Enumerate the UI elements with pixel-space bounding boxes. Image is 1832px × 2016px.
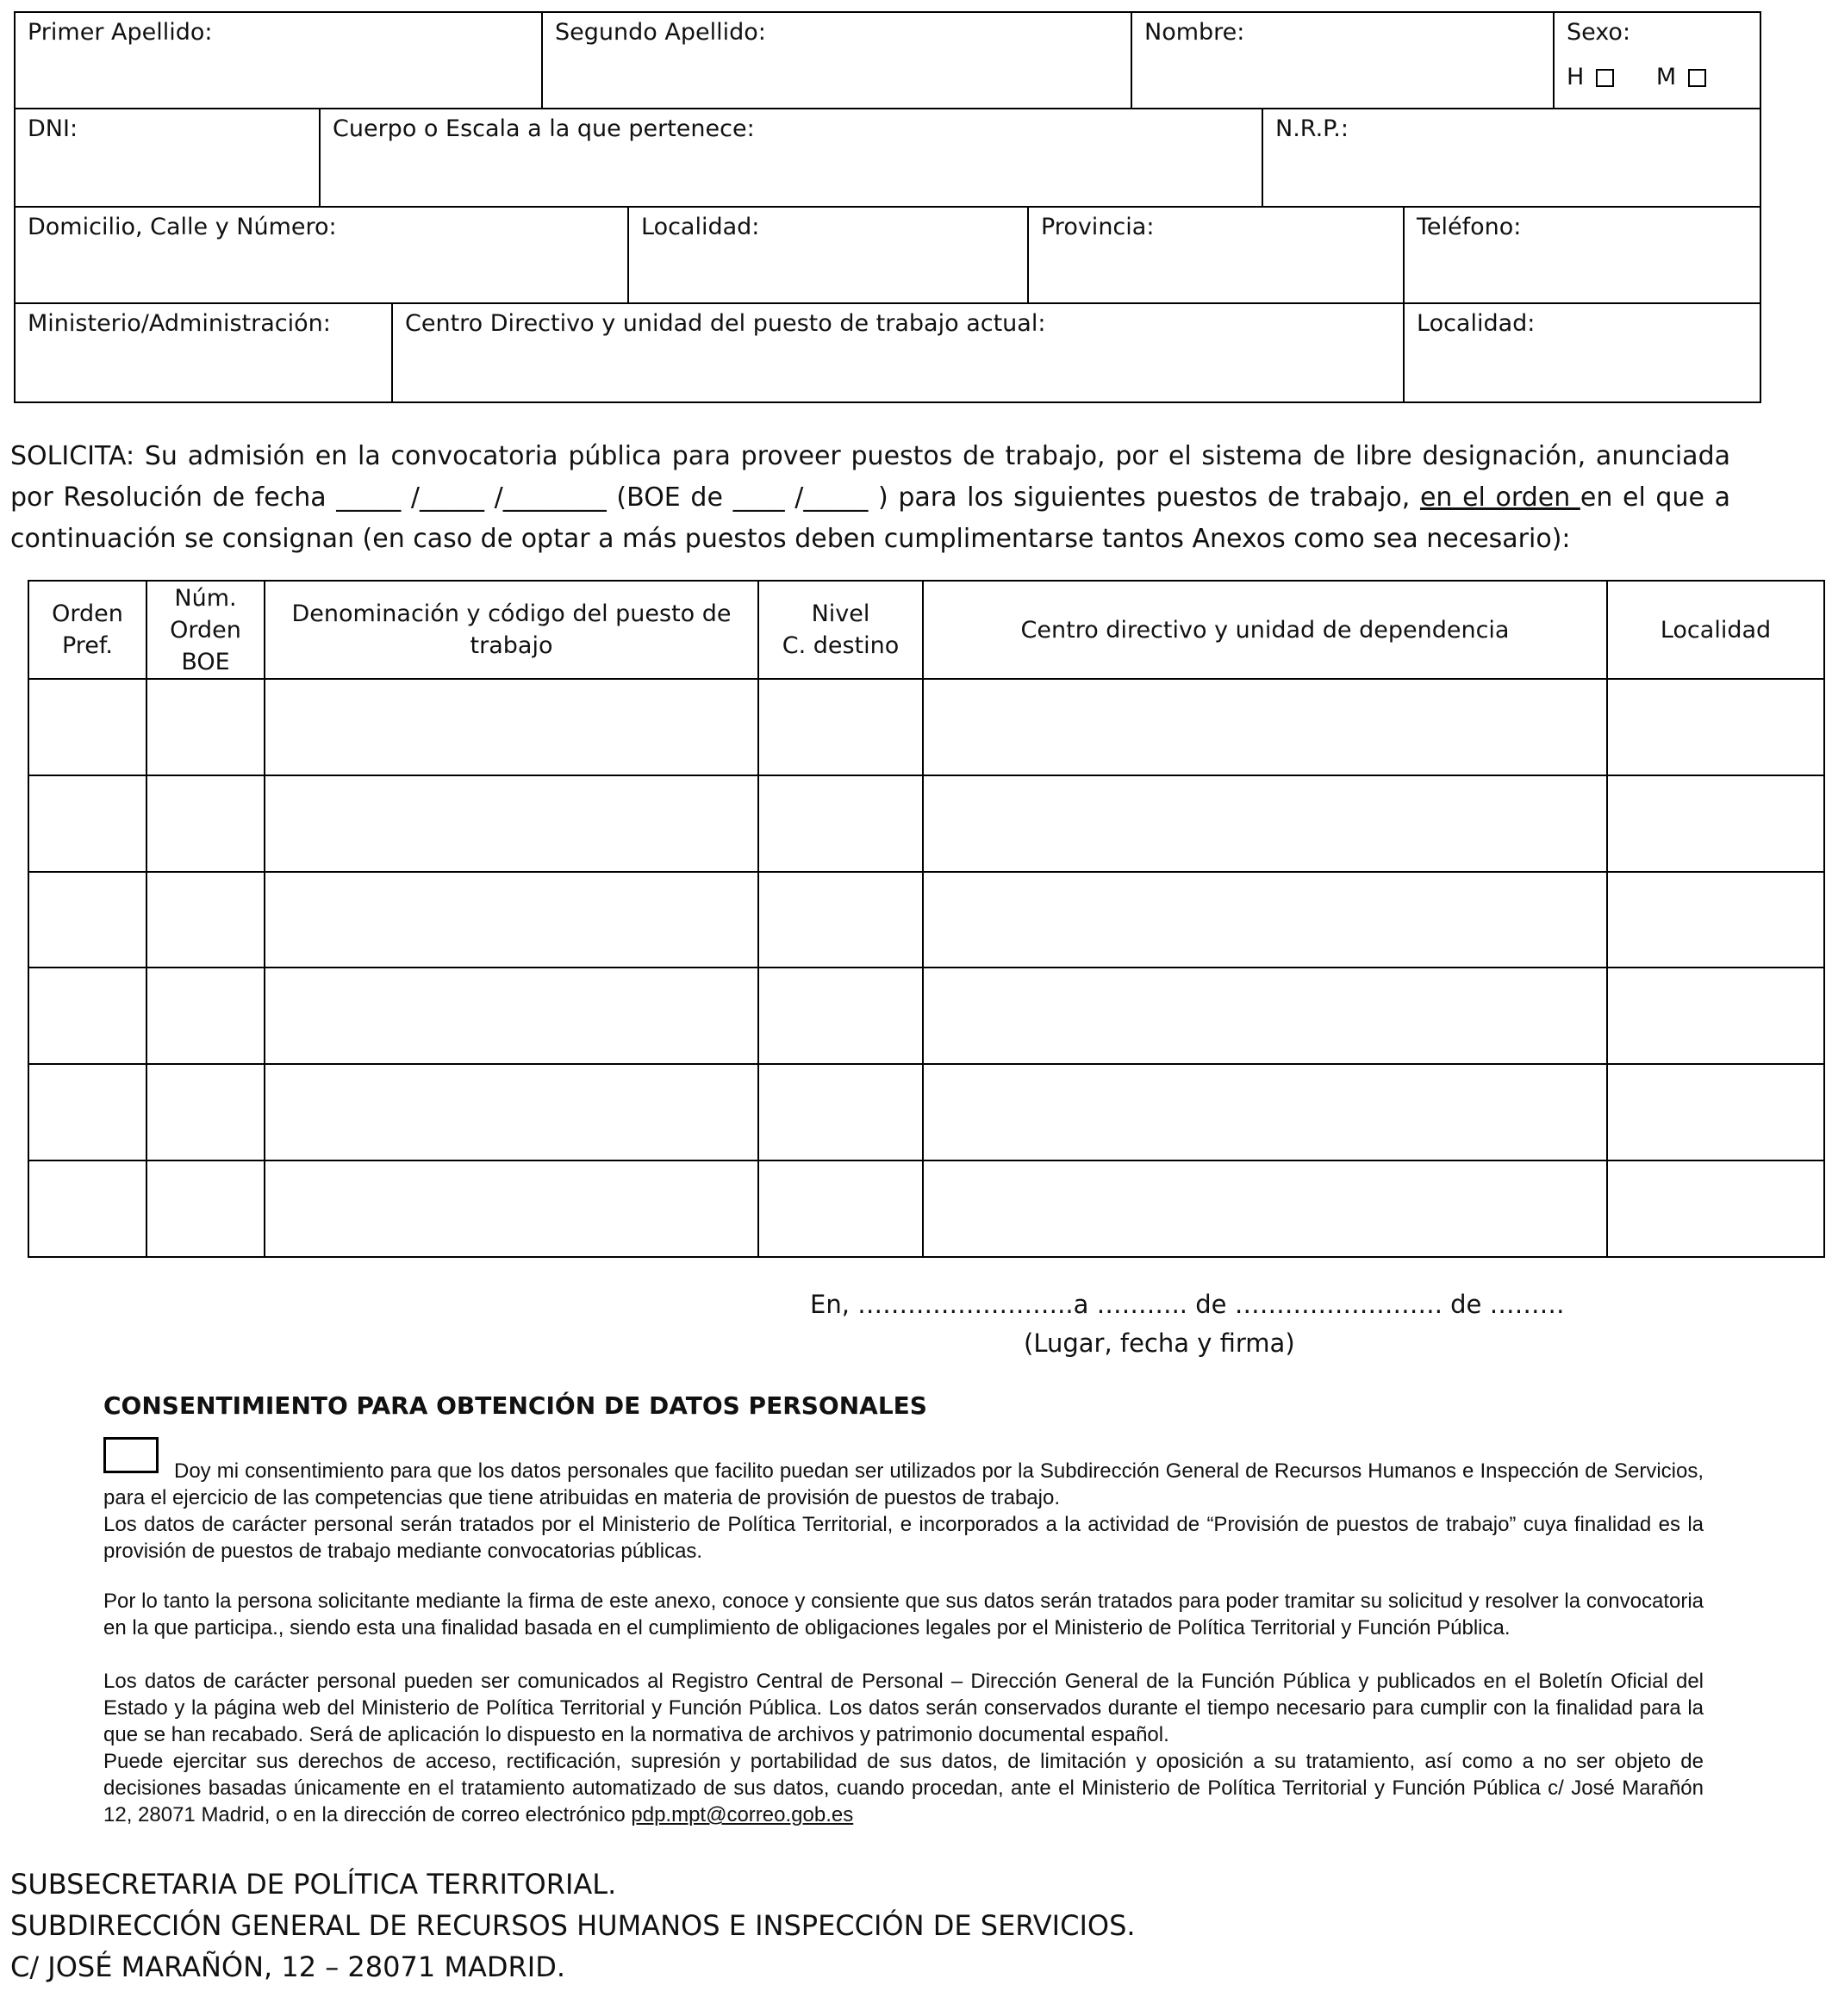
col-localidad-label: Localidad xyxy=(1660,616,1772,644)
col-num-line1: Núm. xyxy=(174,584,237,612)
table-row xyxy=(28,1160,1824,1257)
table-cell[interactable] xyxy=(28,775,146,872)
solicita-text-1: SOLICITA: Su admisión en la convocatoria pública para proveer puestos de trabajo, por el sistema de libre designación, anunciada por Resolución de fecha _____ /_____ /________ (BOE de ____ /_____ ) para los siguientes puestos de trabajo, xyxy=(10,441,1730,513)
solicita-underlined: en el orden xyxy=(1419,482,1580,513)
col-denom-line2: trabajo xyxy=(470,632,553,659)
table-cell[interactable] xyxy=(265,679,758,775)
sexo-field xyxy=(1555,13,1760,109)
table-cell[interactable] xyxy=(758,1064,923,1160)
table-cell[interactable] xyxy=(1607,679,1824,775)
col-centro-label: Centro directivo y unidad de dependencia xyxy=(1020,616,1510,644)
table-cell[interactable] xyxy=(146,775,265,872)
col-num-line2: Orden xyxy=(170,616,241,644)
table-cell[interactable] xyxy=(1607,1160,1824,1257)
cuerpo-label: Cuerpo o Escala a la que pertenece: xyxy=(333,115,755,142)
contact-email-link[interactable]: pdp.mpt@correo.gob.es xyxy=(631,1803,854,1826)
positions-table xyxy=(28,580,1825,1258)
footer-line-2: SUBDIRECCIÓN GENERAL DE RECURSOS HUMANOS E INSPECCIÓN DE SERVICIOS. xyxy=(10,1909,1136,1942)
personal-data-form xyxy=(14,11,1761,403)
consent-paragraph-3: Por lo tanto la persona solicitante mediante la firma de este anexo, conoce y consiente que sus datos serán tratados para poder tramitar su solicitud y resolver la convocatoria en la que participa., siendo esta una finalidad basada en el cumplimiento de obligaciones legales por el Ministerio de Política Territorial y Función Pública. xyxy=(103,1590,1704,1640)
consent-text-1: Doy mi consentimiento para que los datos personales que facilito puedan ser utilizados por la Subdirección General de Recursos Humanos e Inspección de Servicios, para el ejercicio de las competencias que tiene atribuidas en materia de provisión de puestos de trabajo. xyxy=(103,1459,1704,1509)
table-cell[interactable] xyxy=(146,1064,265,1160)
consent-title: CONSENTIMIENTO PARA OBTENCIÓN DE DATOS PERSONALES xyxy=(103,1391,927,1420)
footer-line-1: SUBSECRETARIA DE POLÍTICA TERRITORIAL. xyxy=(10,1868,617,1901)
table-cell[interactable] xyxy=(28,1160,146,1257)
footer-line-3: C/ JOSÉ MARAÑÓN, 12 – 28071 MADRID. xyxy=(10,1951,566,1983)
table-cell[interactable] xyxy=(146,968,265,1064)
centro-directivo-label: Centro Directivo y unidad del puesto de trabajo actual: xyxy=(405,310,1046,337)
telefono-label: Teléfono: xyxy=(1417,214,1522,240)
table-cell[interactable] xyxy=(28,968,146,1064)
col-num-orden-boe xyxy=(146,581,265,679)
table-cell[interactable] xyxy=(758,872,923,968)
sexo-label: Sexo: xyxy=(1567,19,1631,46)
sexo-h-checkbox[interactable] xyxy=(1596,69,1614,87)
footer-address xyxy=(10,1864,1136,1988)
table-cell[interactable] xyxy=(758,1160,923,1257)
dni-label: DNI: xyxy=(28,115,78,142)
table-cell[interactable] xyxy=(758,775,923,872)
table-cell[interactable] xyxy=(1607,872,1824,968)
col-orden-line2: Pref. xyxy=(61,632,114,659)
domicilio-label: Domicilio, Calle y Número: xyxy=(28,214,337,240)
nrp-field[interactable] xyxy=(1263,109,1760,208)
table-cell[interactable] xyxy=(146,679,265,775)
table-cell[interactable] xyxy=(146,1160,265,1257)
table-row xyxy=(28,968,1824,1064)
table-cell[interactable] xyxy=(758,968,923,1064)
sexo-m-checkbox[interactable] xyxy=(1688,69,1706,87)
sexo-m-label: M xyxy=(1655,64,1677,90)
cuerpo-field[interactable] xyxy=(321,109,1263,208)
col-orden-line1: Orden xyxy=(52,600,123,627)
col-nivel xyxy=(758,581,923,679)
ministerio-field[interactable] xyxy=(16,304,393,401)
table-cell[interactable] xyxy=(923,1160,1607,1257)
table-row xyxy=(28,775,1824,872)
col-localidad xyxy=(1607,581,1824,679)
table-row xyxy=(28,872,1824,968)
col-nivel-line2: C. destino xyxy=(782,632,900,659)
table-cell[interactable] xyxy=(146,872,265,968)
table-cell[interactable] xyxy=(265,775,758,872)
sexo-options xyxy=(1567,63,1760,92)
solicita-paragraph xyxy=(10,436,1730,560)
table-row xyxy=(28,1064,1824,1160)
nombre-label: Nombre: xyxy=(1144,19,1245,46)
ministerio-label: Ministerio/Administración: xyxy=(28,310,331,337)
nrp-label: N.R.P.: xyxy=(1275,115,1349,142)
nombre-field[interactable] xyxy=(1132,13,1555,109)
telefono-field[interactable] xyxy=(1405,208,1760,304)
col-denominacion xyxy=(265,581,758,679)
primer-apellido-label: Primer Apellido: xyxy=(28,19,213,46)
localidad-label: Localidad: xyxy=(641,214,760,240)
table-cell[interactable] xyxy=(1607,1064,1824,1160)
localidad-actual-label: Localidad: xyxy=(1417,310,1536,337)
table-cell[interactable] xyxy=(758,679,923,775)
consent-paragraph-4: Los datos de carácter personal pueden ser comunicados al Registro Central de Personal – Dirección General de la Función Pública y publicados en el Boletín Oficial del Estado y la página web del Ministerio de Política Territorial y Función Pública. Los datos serán conservados durante el tiempo necesario para cumplir con la finalidad para la que se han recabado. Será de aplicación lo dispuesto en la normativa de archivos y patrimonio documental español. xyxy=(103,1670,1704,1746)
consent-paragraph-2: Los datos de carácter personal serán tratados por el Ministerio de Política Territorial, e incorporados a la actividad de “Provisión de puestos de trabajo” cuya finalidad es la provisión de puestos de trabajo mediante convocatorias públicas. xyxy=(103,1513,1704,1563)
domicilio-field[interactable] xyxy=(16,208,629,304)
provincia-field[interactable] xyxy=(1029,208,1405,304)
table-cell[interactable] xyxy=(1607,968,1824,1064)
table-cell[interactable] xyxy=(28,1064,146,1160)
solicita-text-2: en el que a continuación se consignan (en caso de optar a más puestos deben cumplimentarse tantos Anexos como sea necesario): xyxy=(10,482,1730,554)
table-cell[interactable] xyxy=(28,872,146,968)
table-row xyxy=(28,679,1824,775)
col-orden-pref xyxy=(28,581,146,679)
table-cell[interactable] xyxy=(923,968,1607,1064)
table-cell[interactable] xyxy=(265,1064,758,1160)
table-cell[interactable] xyxy=(265,1160,758,1257)
table-cell[interactable] xyxy=(923,775,1607,872)
table-header-row xyxy=(28,581,1824,679)
localidad-field[interactable] xyxy=(629,208,1029,304)
col-nivel-line1: Nivel xyxy=(811,600,870,627)
table-cell[interactable] xyxy=(923,872,1607,968)
segundo-apellido-label: Segundo Apellido: xyxy=(555,19,766,46)
provincia-label: Provincia: xyxy=(1041,214,1155,240)
consent-text-5: Puede ejercitar sus derechos de acceso, rectificación, supresión y portabilidad de sus datos, de limitación y oposición a su tratamiento, así como a no ser objeto de decisiones basadas únicamente en el tratamiento automatizado de sus datos, cuando procedan, ante el Ministerio de Política Territorial y Función Pública c/ José Marañón 12, 28071 Madrid, o en la dirección de correo electrónico xyxy=(103,1750,1704,1826)
table-cell[interactable] xyxy=(265,968,758,1064)
table-cell[interactable] xyxy=(923,679,1607,775)
sexo-h-label: H xyxy=(1567,64,1585,90)
primer-apellido-field[interactable] xyxy=(16,13,543,109)
col-num-line3: BOE xyxy=(181,648,230,675)
table-cell[interactable] xyxy=(1607,775,1824,872)
signature-place-date-line: En, ……………………..a ……….. de ……………………. de ……… xyxy=(810,1290,1565,1319)
col-centro-directivo xyxy=(923,581,1607,679)
table-cell[interactable] xyxy=(923,1064,1607,1160)
segundo-apellido-field[interactable] xyxy=(543,13,1132,109)
col-denom-line1: Denominación y código del puesto de xyxy=(291,600,732,627)
centro-directivo-field[interactable] xyxy=(393,304,1405,401)
table-cell[interactable] xyxy=(265,872,758,968)
consent-paragraph-5 xyxy=(103,1748,1704,1828)
dni-field[interactable] xyxy=(16,109,321,208)
consent-paragraph-1 xyxy=(103,1458,1704,1511)
signature-caption: (Lugar, fecha y firma) xyxy=(1024,1328,1295,1358)
localidad-actual-field[interactable] xyxy=(1405,304,1760,401)
table-cell[interactable] xyxy=(28,679,146,775)
